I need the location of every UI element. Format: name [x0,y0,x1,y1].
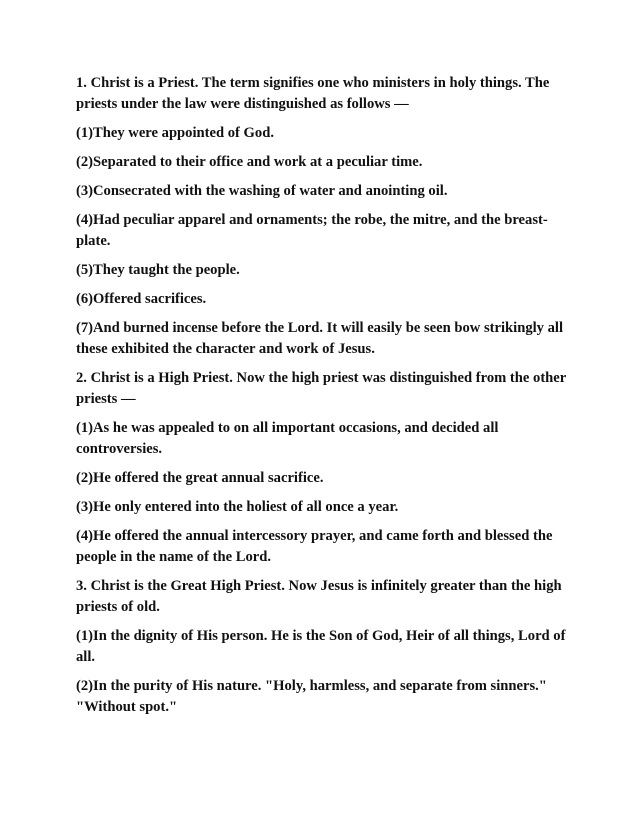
list-item-annual-sacrifice: (2)He offered the great annual sacrifice. [76,470,324,486]
document-body [76,73,572,726]
list-item-peculiar-apparel: (4)Had peculiar apparel and ornaments; the robe, the mitre, and the breast-plate. [76,212,548,249]
paragraph-great-high-priest: 3. Christ is the Great High Priest. Now Jesus is infinitely greater than the high priests of old. [76,578,562,615]
list-item-appealed-to: (1)As he was appealed to on all important occasions, and decided all controversies. [76,420,499,457]
list-item-separated: (2)Separated to their office and work at a peculiar time. [76,154,423,170]
list-item-offered-sacrifices: (6)Offered sacrifices. [76,291,207,307]
list-item-consecrated: (3)Consecrated with the washing of water and anointing oil. [76,183,448,199]
list-item-appointed-of-god: (1)They were appointed of God. [76,125,274,141]
list-item-burned-incense: (7)And burned incense before the Lord. It will easily be seen bow strikingly all these exhibited the character and work of Jesus. [76,320,564,357]
list-item-purity-of-nature: (2)In the purity of His nature. "Holy, harmless, and separate from sinners." "Without spot." [76,678,547,715]
paragraph-christ-is-a-priest: 1. Christ is a Priest. The term signifies one who ministers in holy things. The priests under the law were distinguished as follows — [76,75,550,112]
list-item-intercessory-prayer: (4)He offered the annual intercessory prayer, and came forth and blessed the people in the name of the Lord. [76,528,553,565]
paragraph-christ-is-a-high-priest: 2. Christ is a High Priest. Now the high priest was distinguished from the other priests — [76,370,566,407]
list-item-taught-people: (5)They taught the people. [76,262,240,278]
list-item-dignity-of-person: (1)In the dignity of His person. He is the Son of God, Heir of all things, Lord of all. [76,628,566,665]
list-item-holiest-of-all: (3)He only entered into the holiest of all once a year. [76,499,399,515]
